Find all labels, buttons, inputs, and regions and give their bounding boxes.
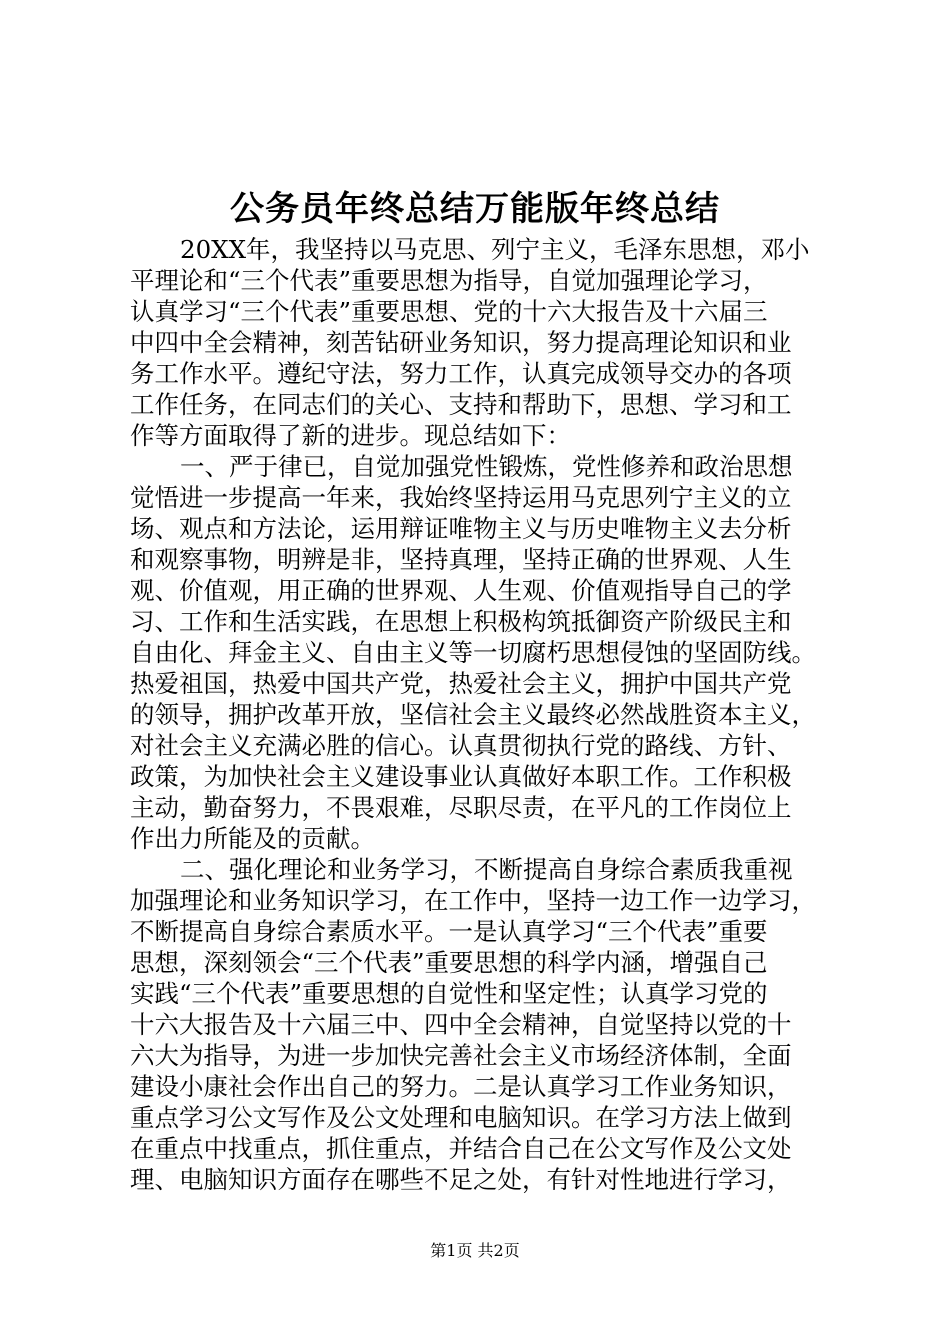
text-line: 观、价值观，用正确的世界观、人生观、价值观指导自己的学	[130, 576, 792, 605]
text-line: 作等方面取得了新的进步。现总结如下：	[130, 421, 571, 450]
text-line: 理、电脑知识方面存在哪些不足之处，有针对性地进行学习，	[130, 1165, 792, 1194]
text-line: 场、观点和方法论，运用辩证唯物主义与历史唯物主义去分析	[130, 514, 792, 543]
text-line: 中四中全会精神，刻苦钻研业务知识，努力提高理论知识和业	[130, 328, 792, 357]
text-line: 觉悟进一步提高一年来，我始终坚持运用马克思列宁主义的立	[130, 483, 792, 512]
text-line: 加强理论和业务知识学习，在工作中，坚持一边工作一边学习，	[130, 886, 816, 915]
text-line: 作出力所能及的贡献。	[130, 824, 375, 853]
text-line: 政策，为加快社会主义建设事业认真做好本职工作。工作积极	[130, 762, 792, 791]
text-line: 思想，深刻领会“三个代表”重要思想的科学内涵，增强自己	[130, 948, 768, 977]
text-line: 热爱祖国，热爱中国共产党，热爱社会主义，拥护中国共产党	[130, 669, 792, 698]
text-line: 平理论和“三个代表”重要思想为指导，自觉加强理论学习，	[130, 266, 768, 295]
text-line: 的领导，拥护改革开放，坚信社会主义最终必然战胜资本主义，	[130, 700, 816, 729]
text-line: 在重点中找重点，抓住重点，并结合自己在公文写作及公文处	[130, 1134, 792, 1163]
text-line: 工作任务，在同志们的关心、支持和帮助下，思想、学习和工	[130, 390, 792, 419]
text-line: 务工作水平。遵纪守法，努力工作，认真完成领导交办的各项	[130, 359, 792, 388]
text-line: 实践“三个代表”重要思想的自觉性和坚定性；认真学习党的	[130, 979, 768, 1008]
text-line: 重点学习公文写作及公文处理和电脑知识。在学习方法上做到	[130, 1103, 792, 1132]
text-line: 二、强化理论和业务学习，不断提高自身综合素质我重视	[180, 855, 793, 884]
text-line: 建设小康社会作出自己的努力。二是认真学习工作业务知识，	[130, 1072, 792, 1101]
text-line: 20XX年，我坚持以马克思、列宁主义，毛泽东思想，邓小	[180, 235, 810, 264]
text-line: 对社会主义充满必胜的信心。认真贯彻执行党的路线、方针、	[130, 731, 792, 760]
text-line: 十六大报告及十六届三中、四中全会精神，自觉坚持以党的十	[130, 1010, 792, 1039]
text-line: 和观察事物，明辨是非，坚持真理，坚持正确的世界观、人生	[130, 545, 792, 574]
text-line: 六大为指导，为进一步加快完善社会主义市场经济体制，全面	[130, 1041, 792, 1070]
text-line: 一、严于律已，自觉加强党性锻炼，党性修养和政治思想	[180, 452, 793, 481]
document-title: 公务员年终总结万能版年终总结	[230, 189, 720, 229]
text-line: 自由化、拜金主义、自由主义等一切腐朽思想侵蚀的坚固防线。	[130, 638, 816, 667]
text-line: 认真学习“三个代表”重要思想、党的十六大报告及十六届三	[130, 297, 768, 326]
text-line: 不断提高自身综合素质水平。一是认真学习“三个代表”重要	[130, 917, 768, 946]
document-body	[130, 234, 830, 1195]
text-line: 主动，勤奋努力，不畏艰难，尽职尽责，在平凡的工作岗位上	[130, 793, 792, 822]
page-number-footer: 第1页 共2页	[430, 1241, 520, 1260]
text-line: 习、工作和生活实践，在思想上积极构筑抵御资产阶级民主和	[130, 607, 792, 636]
